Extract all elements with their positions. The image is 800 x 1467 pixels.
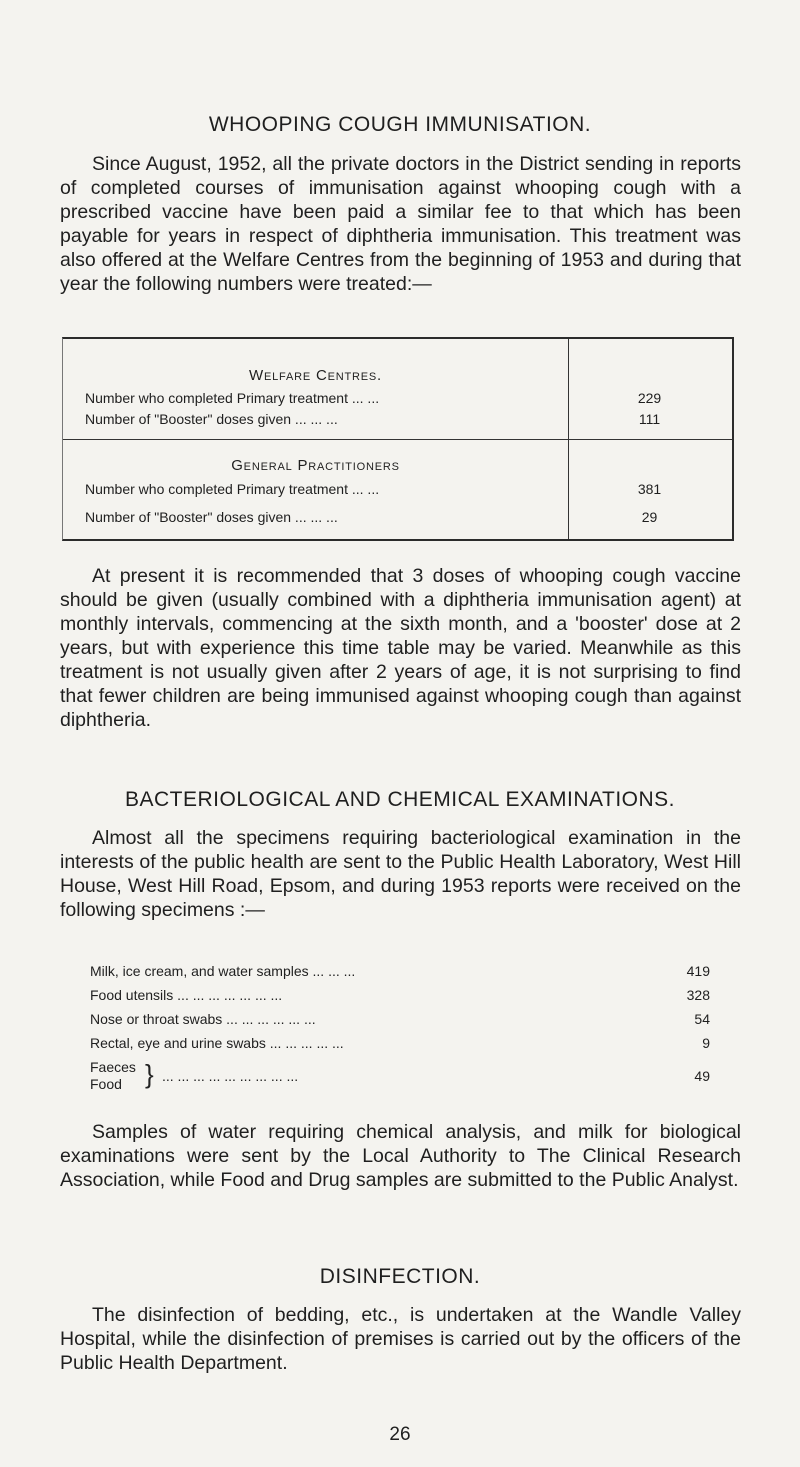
disinfection-heading: DISINFECTION. [319, 1265, 481, 1288]
welfare-primary-value: 229 [637, 390, 662, 406]
welfare-centres-heading: Welfare Centres. [249, 367, 382, 384]
faeces-label: Faeces [90, 1059, 136, 1075]
bacteriological-paragraph-1: Almost all the specimens requiring bacteriological examination in the interests of the public health are sent to the Public Health Laboratory, West Hill House, West Hill Road, Epsom, and during 1953 reports were received on the following specimens :— [60, 827, 741, 921]
specimen-value: 419 [686, 963, 710, 979]
gp-booster-label: Number of "Booster" doses given ... ... ... [85, 509, 338, 525]
combined-dots: ... ... ... ... ... ... ... ... ... [162, 1068, 299, 1084]
specimen-label: Food utensils ... ... ... ... ... ... ... [90, 987, 283, 1003]
gp-booster-value: 29 [641, 509, 658, 525]
general-practitioners-heading: General Practitioners [231, 457, 400, 474]
specimen-value: 328 [686, 987, 710, 1003]
page-number: 26 [389, 1424, 411, 1445]
whooping-table [62, 337, 734, 541]
specimen-label: Nose or throat swabs ... ... ... ... ... ... [90, 1011, 316, 1027]
food-label: Food [90, 1076, 122, 1092]
gp-primary-value: 381 [637, 481, 662, 497]
combined-value: 49 [694, 1068, 710, 1084]
specimen-value: 9 [702, 1035, 710, 1051]
gp-primary-label: Number who completed Primary treatment ... ... [85, 481, 380, 497]
specimen-label: Milk, ice cream, and water samples ... ... ... [90, 963, 356, 979]
specimens-list [90, 963, 710, 1093]
welfare-booster-value: 111 [638, 411, 661, 427]
table-row-divider [63, 439, 732, 440]
bacteriological-heading: BACTERIOLOGICAL AND CHEMICAL EXAMINATIONS. [125, 788, 675, 811]
whooping-paragraph-2: At present it is recommended that 3 doses of whooping cough vaccine should be given (usually combined with a diphtheria immunisation agent) at monthly intervals, commencing at the sixth month, and a 'booster' dose at 2 years, but with experience this time table may be varied. Meanwhile as this treatment is not usually given after 2 years of age, it is not surprising to find that fewer children are being immunised against whooping cough than against diphtheria. [60, 565, 741, 731]
welfare-primary-label: Number who completed Primary treatment ... ... [85, 390, 380, 406]
specimen-label: Rectal, eye and urine swabs ... ... ... ... ... [90, 1035, 344, 1051]
disinfection-paragraph: The disinfection of bedding, etc., is undertaken at the Wandle Valley Hospital, while the disinfection of premises is carried out by the officers of the Public Health Department. [60, 1304, 741, 1374]
whooping-paragraph-1: Since August, 1952, all the private doctors in the District sending in reports of completed courses of immunisation against whooping cough with a prescribed vaccine have been paid a similar fee to that which has been payable for years in respect of diphtheria immunisation. This treatment was also offered at the Welfare Centres from the beginning of 1953 and during that year the following numbers were treated:— [60, 153, 741, 295]
specimen-value: 54 [694, 1011, 710, 1027]
welfare-booster-label: Number of "Booster" doses given ... ... ... [85, 411, 338, 427]
brace-icon: } [145, 1059, 154, 1089]
bacteriological-paragraph-2: Samples of water requiring chemical analysis, and milk for biological examinations were sent by the Local Authority to The Clinical Research Association, while Food and Drug samples are submitted to the Public Analyst. [60, 1121, 741, 1191]
whooping-heading: WHOOPING COUGH IMMUNISATION. [208, 113, 592, 136]
